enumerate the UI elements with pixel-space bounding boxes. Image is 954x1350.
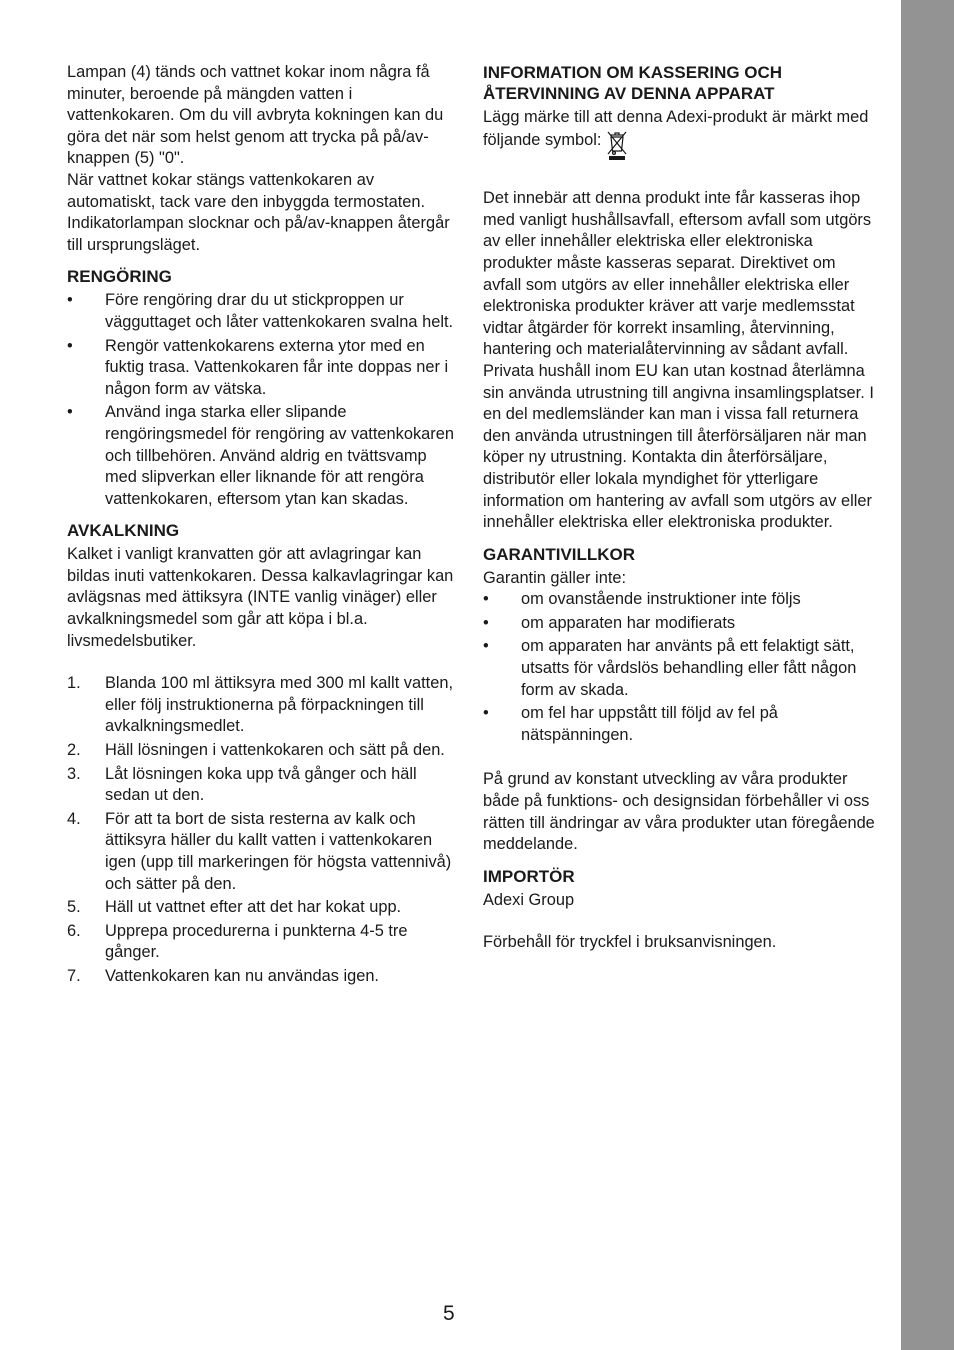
- bullet: •: [483, 704, 489, 723]
- bullet: •: [483, 613, 489, 632]
- bullet: •: [67, 291, 73, 310]
- list-item: • Använd inga starka eller slipande rengöringsmedel för rengöring av vattenkokaren och tillbehören. Använd aldrig en tvättsvamp med slipverkan eller liknande för att rengöra vattenkokaren, eftersom ytan kan skadas.: [67, 403, 454, 508]
- list-item: 3. Låt lösningen koka upp två gånger och häll sedan ut den.: [67, 764, 417, 805]
- garanti-list: [483, 589, 875, 746]
- crossed-out-wheelie-bin-icon: [605, 129, 629, 168]
- list-item: 1. Blanda 100 ml ättiksyra med 300 ml kallt vatten, eller följ instruktionerna på förpackningen till avkalkningsmedlet.: [67, 674, 454, 736]
- bullet: •: [483, 637, 489, 656]
- list-item: • om apparaten har modifierats: [483, 613, 875, 635]
- bullet: •: [67, 336, 73, 355]
- list-item: • om ovanstående instruktioner inte följs: [483, 589, 875, 611]
- list-item: • Rengör vattenkokarens externa ytor med en fuktig trasa. Vattenkokaren får inte doppas ner i någon form av vätska.: [67, 336, 449, 398]
- list-item: 6. Upprepa procedurerna i punkterna 4-5 tre gånger.: [67, 921, 408, 962]
- garanti-disclaimer: På grund av konstant utveckling av våra produkter både på funktions- och designsidan förbehåller vi oss rätten till ändringar av våra produkter utan föregående meddelande.: [483, 770, 875, 854]
- printing-error-note: Förbehåll för tryckfel i bruksanvisningen.: [483, 933, 777, 952]
- list-item: • Före rengöring drar du ut stickproppen ur vägguttaget och låter vattenkokaren svalna helt.: [67, 291, 454, 331]
- kassering-intro: Lägg märke till att denna Adexi-produkt är märkt med följande symbol:: [483, 107, 875, 167]
- list-item: • om apparaten har använts på ett felaktigt sätt, utsatts för vårdslös behandling eller fått någon form av skada.: [483, 637, 857, 699]
- intro-paragraph: Lampan (4) tänds och vattnet kokar inom några få minuter, beroende på mängden vatten i vattenkokaren. Om du vill avbryta kokningen kan du göra det när som helst genom att trycka på på/av-knappen (5) "0".: [67, 63, 444, 168]
- kassering-heading: INFORMATION OM KASSERING OCH ÅTERVINNING AV DENNA APPARAT: [483, 63, 783, 103]
- list-item: 2. Häll lösningen i vattenkokaren och sätt på den.: [67, 741, 445, 760]
- list-item: 4. För att ta bort de sista resterna av kalk och ättiksyra häller du kallt vatten i vattenkokaren igen (upp till markeringen för högsta vattennivå) och sätter på den.: [67, 809, 452, 893]
- page-number: 5: [443, 1302, 455, 1325]
- left-column: [67, 62, 459, 990]
- right-column: [483, 62, 875, 954]
- bullet: •: [483, 590, 489, 609]
- intro-paragraph-2: När vattnet kokar stängs vattenkokaren av automatiskt, tack vare den inbyggda termostaten. Indikatorlampan slocknar och på/av-knappen återgår till ursprungsläget.: [67, 170, 450, 254]
- kassering-paragraph: Det innebär att denna produkt inte får kasseras ihop med vanligt hushållsavfall, eftersom avfall som utgörs av eller innehåller elektriska eller elektroniska produkter måste kasseras separat. Direktivet om avfall som utgörs av eller innehåller elektriska eller elektroniska produkter kräver att varje medlemsstat vidtar åtgärder för korrekt insamling, återvinning, hantering och materialåtervinning av sådant avfall. Privata hushåll inom EU kan utan kostnad återlämna sin använda utrustning till angivna insamlingsplatser. I en del medlemsländer kan man i vissa fall returnera den använda utrustningen till återförsäljaren när man köper ny utrustning. Kontakta din återförsäljare, distributör eller lokala myndighet för ytterligare information om hantering av avfall som utgörs av eller innehåller elektriska eller elektroniska produkter.: [483, 189, 874, 532]
- rengoring-list: [67, 290, 459, 510]
- garanti-intro: Garantin gäller inte:: [483, 568, 627, 587]
- avkalkning-heading: AVKALKNING: [67, 521, 180, 541]
- rengoring-heading: RENGÖRING: [67, 267, 172, 287]
- list-item: 7. Vattenkokaren kan nu användas igen.: [67, 966, 379, 985]
- garanti-heading: GARANTIVILLKOR: [483, 544, 636, 564]
- list-item: 5. Häll ut vattnet efter att det har kokat upp.: [67, 898, 402, 917]
- avkalkning-steps: [67, 673, 459, 987]
- list-item: • om fel har uppstått till följd av fel på nätspänningen.: [483, 704, 778, 744]
- bullet: •: [67, 403, 73, 422]
- avkalkning-paragraph: Kalket i vanligt kranvatten gör att avlagringar kan bildas inuti vattenkokaren. Dessa kalkavlagringar kan avlägsnas med ättiksyra (INTE vanlig vinäger) eller avkalkningsmedel som går att köpa i bl.a. livsmedelsbutiker.: [67, 545, 454, 650]
- importor-name: Adexi Group: [483, 890, 575, 909]
- importor-heading: IMPORTÖR: [483, 866, 575, 886]
- side-tab-bar: [901, 0, 954, 1350]
